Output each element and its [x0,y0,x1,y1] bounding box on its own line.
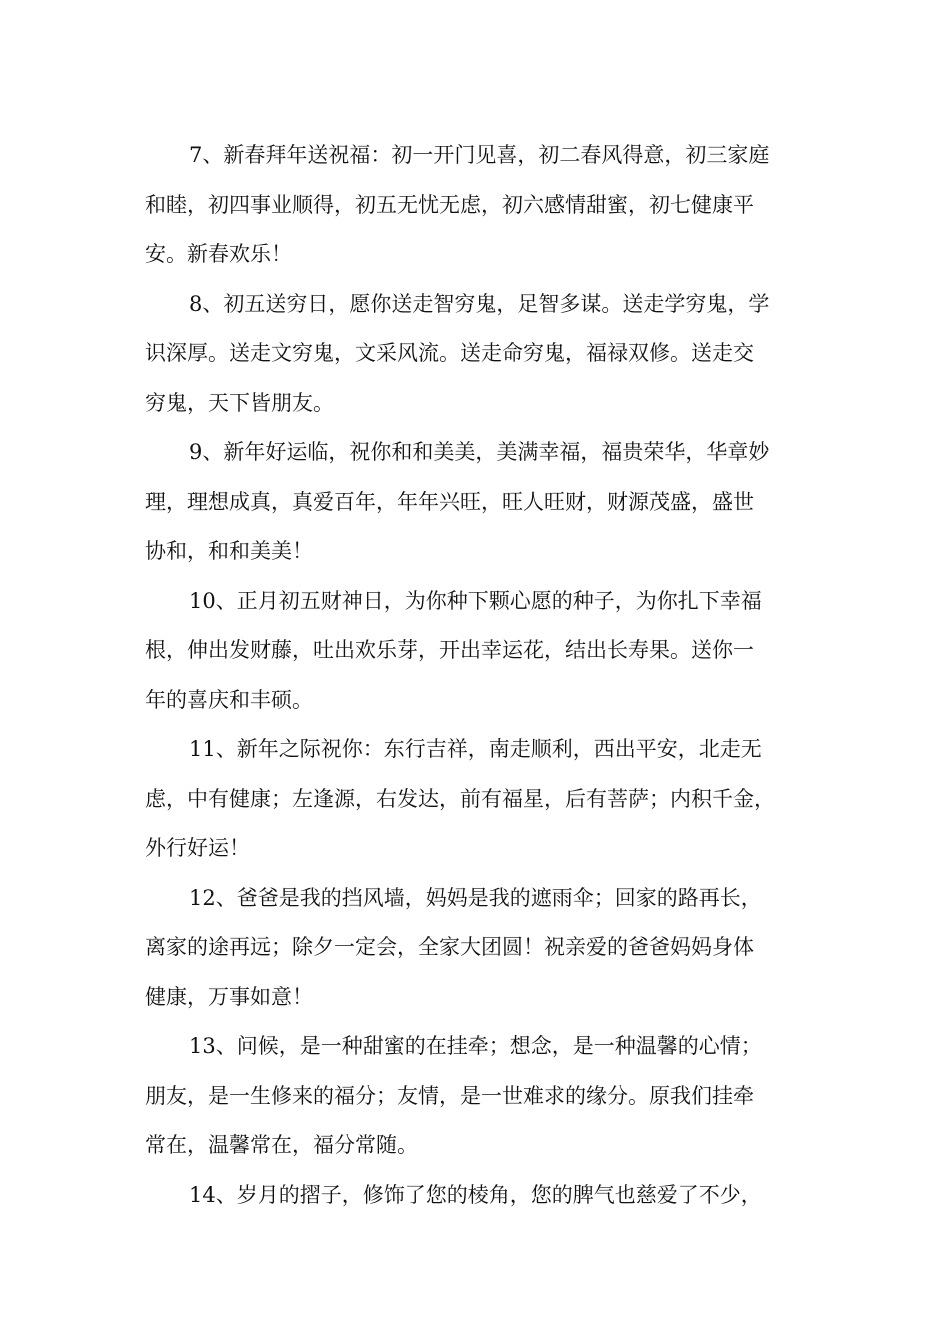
paragraph-line: 健康，万事如意！ [145,984,313,1009]
paragraph-line: 8、初五送穷日，愿你送走智穷鬼，足智多谋。送走学穷鬼，学 [189,291,770,316]
paragraph-line: 理，理想成真，真爱百年，年年兴旺，旺人旺财，财源茂盛，盛世 [145,489,754,514]
paragraph-14 [145,1171,815,1221]
paragraph-line: 常在，温馨常在，福分常随。 [145,1133,418,1157]
paragraph-line: 13、问候，是一种甜蜜的在挂牵；想念，是一种温馨的心情； [189,1034,762,1058]
paragraph-line: 14、岁月的摺子，修饰了您的棱角，您的脾气也慈爱了不少， [189,1182,762,1207]
paragraph-line: 外行好运！ [145,836,250,860]
paragraph-line: 9、新年好运临，祝你和和美美，美满幸福，福贵荣华，华章妙 [189,440,770,464]
paragraph-line: 穷鬼，天下皆朋友。 [145,390,334,415]
paragraph-line: 12、爸爸是我的挡风墙，妈妈是我的遮雨伞；回家的路再长， [189,885,762,910]
paragraph-13 [145,1022,815,1171]
document-body [145,131,815,1220]
paragraph-line: 离家的途再远；除夕一定会，全家大团圆！祝亲爱的爸爸妈妈身体 [145,935,754,959]
paragraph-line: 朋友，是一生修来的福分；友情，是一世难求的缘分。原我们挂牵 [145,1083,754,1108]
paragraph-line: 识深厚。送走文穷鬼，文采风流。送走命穷鬼，福禄双修。送走交 [145,341,754,365]
paragraph-line: 11、新年之际祝你：东行吉祥，南走顺利，西出平安，北走无 [189,737,762,761]
paragraph-line: 和睦，初四事业顺得，初五无忧无虑，初六感情甜蜜，初七健康平 [145,192,754,217]
paragraph-10 [145,577,815,726]
paragraph-8 [145,280,815,429]
paragraph-7 [145,131,815,280]
paragraph-9 [145,428,815,577]
paragraph-line: 年的喜庆和丰硕。 [145,687,313,712]
paragraph-line: 协和，和和美美！ [145,539,313,563]
paragraph-line: 7、新春拜年送祝福：初一开门见喜，初二春风得意，初三家庭 [189,143,770,167]
paragraph-line: 安。新春欢乐！ [145,242,292,266]
paragraph-12 [145,874,815,1023]
paragraph-line: 虑，中有健康；左逢源，右发达，前有福星，后有菩萨；内积千金， [145,786,775,811]
paragraph-11 [145,725,815,874]
paragraph-line: 10、正月初五财神日，为你种下颗心愿的种子，为你扎下幸福 [189,588,762,613]
paragraph-line: 根，伸出发财藤，吐出欢乐芽，开出幸运花，结出长寿果。送你一 [145,638,754,662]
